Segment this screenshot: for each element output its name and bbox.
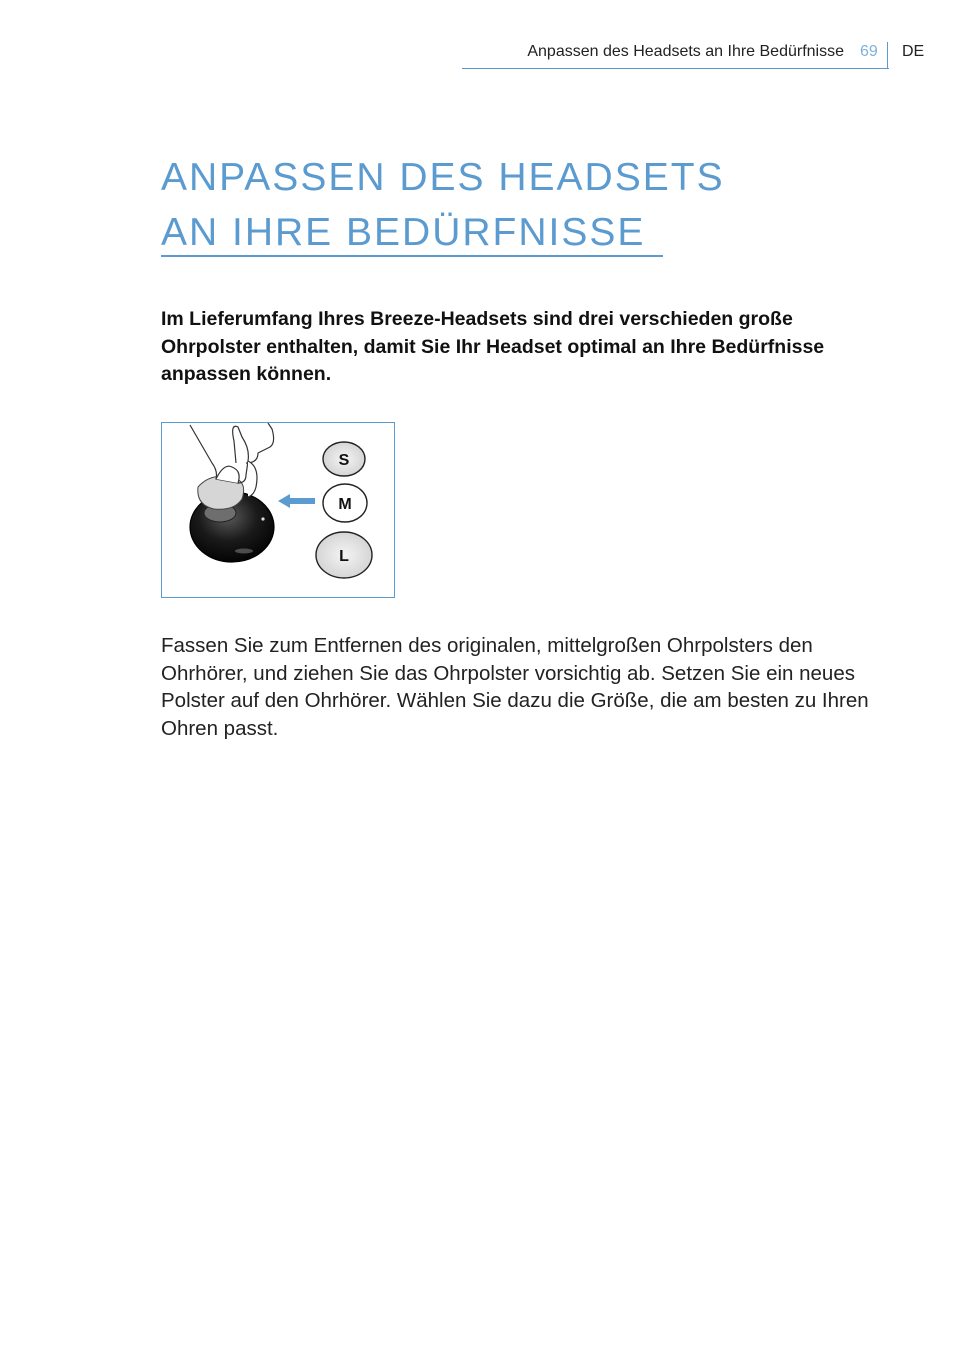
chapter-title-line-2: AN IHRE BEDÜRFNISSE xyxy=(161,211,646,254)
ear-cushion-illustration xyxy=(161,422,395,598)
size-label-s: S xyxy=(338,452,350,469)
language-code: DE xyxy=(902,43,925,60)
instruction-paragraph: Fassen Sie zum Entfernen des originalen, mittelgroßen Ohrpolsters den Ohrhörer, und ziehen Sie das Ohrpolster vorsichtig ab. Setzen Sie ein neues Polster auf den Ohrhörer. Wählen Sie dazu die Größe, die am besten zu Ihren Ohren passt. xyxy=(161,634,869,740)
chapter-title-underline xyxy=(161,255,663,257)
page-number: 69 xyxy=(860,43,878,60)
intro-paragraph: Im Lieferumfang Ihres Breeze-Headsets sind drei verschieden große Ohrpolster enthalten, damit Sie Ihr Headset optimal an Ihre Bedürfnisse anpassen können. xyxy=(161,308,825,385)
page-number-divider xyxy=(887,42,888,69)
size-label-l: L xyxy=(339,548,349,565)
arrow-left-icon xyxy=(278,494,315,508)
ear-cushion-drawing xyxy=(162,423,394,597)
running-header-rule xyxy=(462,68,889,69)
size-label-m: M xyxy=(338,496,352,513)
chapter-title xyxy=(161,150,725,260)
running-header-title: Anpassen des Headsets an Ihre Bedürfnisse xyxy=(527,43,844,60)
chapter-title-line-1: ANPASSEN DES HEADSETS xyxy=(161,156,725,199)
